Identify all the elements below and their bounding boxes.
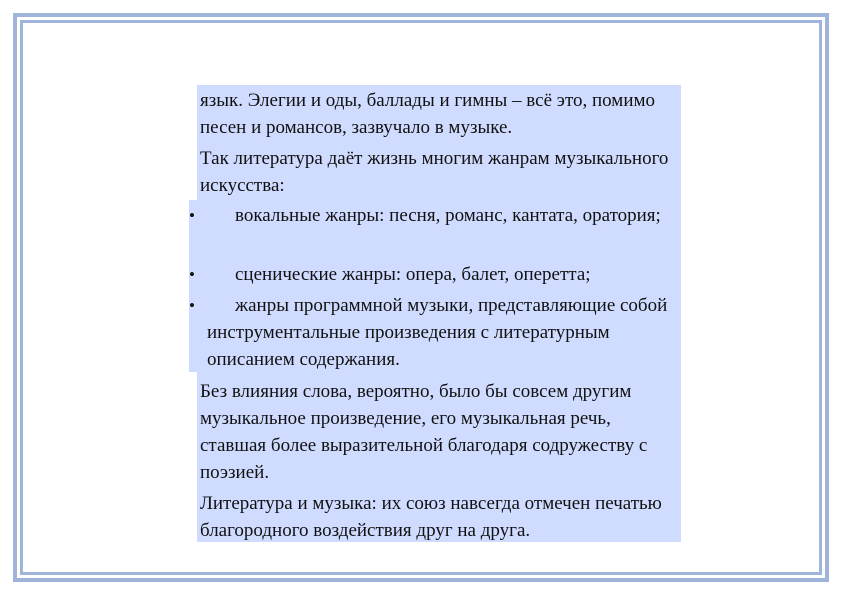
- paragraph-union: Литература и музыка: их союз навсегда отмечен печатью благородного воздействия друг на друга.: [200, 493, 662, 541]
- paragraph-literature-gives-life: Так литература даёт жизнь многим жанрам музыкального искусства:: [200, 148, 669, 196]
- list-item-text: вокальные жанры: песня, романс, кантата, оратория;: [235, 205, 661, 226]
- bullet-list: [189, 200, 681, 372]
- bullet-icon: •: [189, 265, 195, 284]
- bullet-icon: •: [189, 296, 195, 315]
- text-block-conclusion: [197, 372, 681, 542]
- list-item: [189, 261, 681, 288]
- list-item-text: жанры программной музыки, представляющие собой инструментальные произведения с литературным описанием содержания.: [207, 295, 668, 370]
- paragraph-influence-of-word: Без влияния слова, вероятно, было бы совсем другим музыкальное произведение, его музыкальная речь, ставшая более выразительной благодаря содружеству с поэзией.: [200, 381, 648, 483]
- paragraph-genres-list: язык. Элегии и оды, баллады и гимны – всё это, помимо песен и романсов, зазвучало в музыке.: [200, 90, 656, 138]
- list-item-text: сценические жанры: опера, балет, оперетта;: [235, 264, 591, 285]
- list-item: [189, 292, 681, 373]
- list-item: [189, 202, 681, 229]
- text-block-intro: [197, 85, 681, 200]
- bullet-icon: •: [189, 206, 195, 225]
